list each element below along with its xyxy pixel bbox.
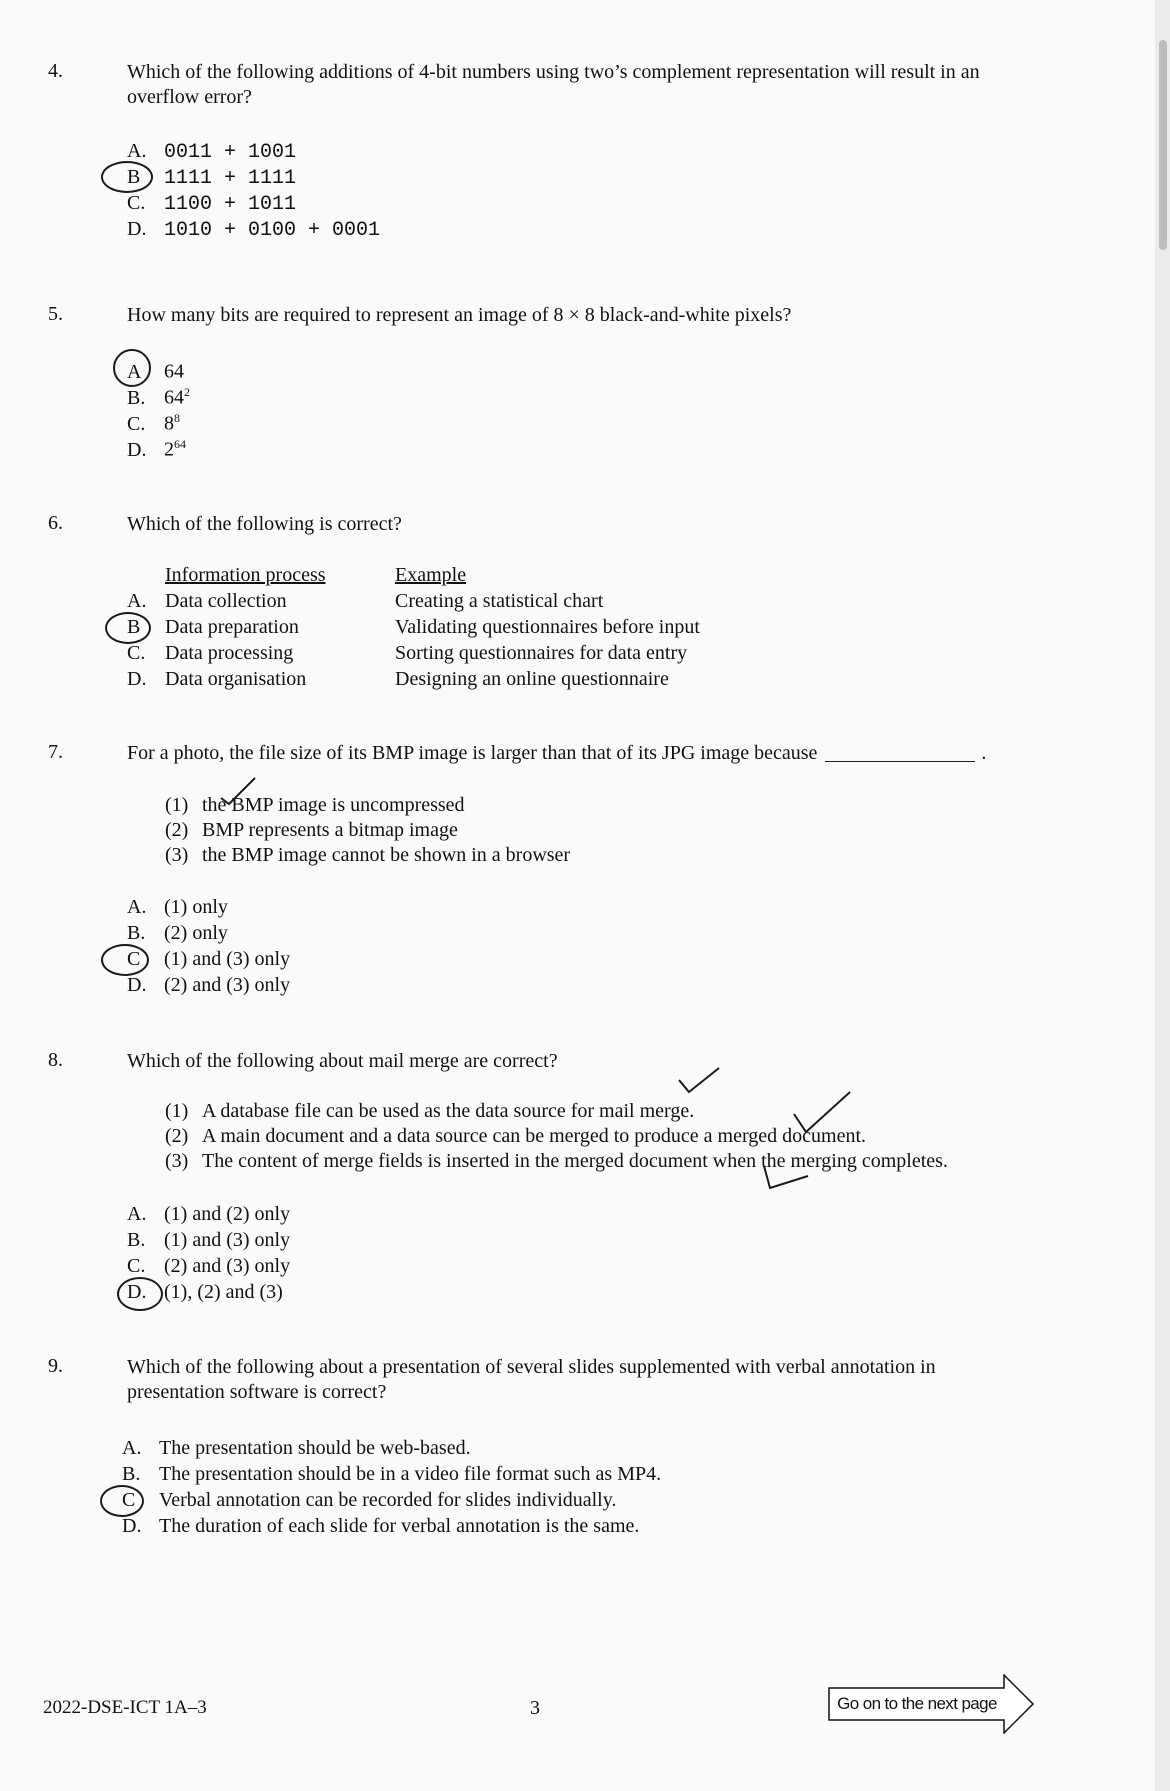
question-number: 9. — [48, 1355, 63, 1377]
question-stem — [127, 60, 1042, 110]
options-list — [127, 1201, 290, 1305]
statements-list — [165, 793, 570, 868]
question-number: 6. — [48, 512, 63, 534]
question-stem: Which of the following is correct? — [127, 513, 402, 535]
option-b[interactable]: B. (1) and (3) only — [127, 1229, 291, 1251]
question-number: 5. — [48, 303, 63, 325]
option-d[interactable]: D. (1), (2) and (3) — [127, 1279, 290, 1305]
column-header-process: Information process — [165, 564, 326, 586]
option-a[interactable]: A 64 — [127, 353, 190, 379]
option-a[interactable]: A. The presentation should be web-based. — [122, 1437, 471, 1459]
question-stem: For a photo, the file size of its BMP image is larger than that of its JPG image because . — [127, 742, 987, 764]
answer-blank — [825, 761, 975, 762]
stem-line: Which of the following about a presentation of several slides supplemented with verbal annotation in — [127, 1356, 936, 1378]
option-d[interactable]: D. Data organisation Designing an online questionnaire — [127, 668, 669, 690]
statement-2: (2) A main document and a data source can be merged to produce a merged document. — [165, 1125, 867, 1147]
next-page-label: Go on to the next page — [837, 1694, 997, 1713]
option-a[interactable]: A. (1) and (2) only — [127, 1203, 291, 1225]
answer-circle-mark — [117, 1277, 163, 1311]
question-number: 4. — [48, 60, 63, 82]
options-list — [127, 894, 290, 998]
statement-1: (1) A database file can be used as the data source for mail merge. — [165, 1100, 695, 1122]
option-b[interactable]: B. The presentation should be in a video file format such as MP4. — [122, 1463, 662, 1485]
option-b[interactable]: B Data preparation Validating questionnaires before input — [127, 614, 827, 640]
statement-2: (2) BMP represents a bitmap image — [165, 819, 458, 841]
option-c[interactable]: C (1) and (3) only — [127, 946, 290, 972]
option-c[interactable]: C. 1100 + 1011 — [127, 192, 297, 216]
option-b[interactable]: B 1111 + 1111 — [127, 164, 380, 190]
answer-circle-mark — [101, 161, 153, 193]
stem-line: overflow error? — [127, 86, 252, 108]
paper-code: 2022-DSE-ICT 1A–3 — [43, 1697, 207, 1718]
option-a[interactable]: A. 0011 + 1001 — [127, 140, 297, 164]
option-c[interactable]: C Verbal annotation can be recorded for slides individually. — [122, 1487, 661, 1513]
options-list — [122, 1435, 661, 1539]
option-c[interactable]: C. (2) and (3) only — [127, 1255, 291, 1277]
statements-list — [165, 1099, 948, 1174]
statement-3: (3) the BMP image cannot be shown in a browser — [165, 844, 571, 866]
option-a[interactable]: A. Data collection Creating a statistical chart — [127, 590, 604, 612]
page-number: 3 — [530, 1697, 540, 1719]
option-d[interactable]: D. The duration of each slide for verbal annotation is the same. — [122, 1515, 640, 1537]
options-list — [127, 353, 190, 461]
question-number: 7. — [48, 741, 63, 763]
vertical-scrollbar[interactable] — [1155, 0, 1170, 1791]
table-header — [127, 562, 827, 588]
option-a[interactable]: A. (1) only — [127, 896, 228, 918]
scrollbar-thumb[interactable] — [1159, 40, 1167, 250]
option-b[interactable]: B. (2) only — [127, 922, 228, 944]
option-c[interactable]: C. $8^8$ — [127, 411, 180, 435]
option-d[interactable]: D. $2^{64}$ — [127, 437, 186, 461]
statement-1: (1) the BMP image is uncompressed — [165, 794, 465, 816]
option-b[interactable]: B. $64^2$ — [127, 385, 190, 409]
question-stem — [127, 1355, 1042, 1405]
option-c[interactable]: C. Data processing Sorting questionnaires for data entry — [127, 642, 688, 664]
question-stem: How many bits are required to represent an image of 8 × 8 black-and-white pixels? — [127, 304, 792, 326]
stem-line: presentation software is correct? — [127, 1381, 387, 1403]
options-list — [127, 138, 380, 242]
statement-3: (3) The content of merge fields is inserted in the merged document when the merging completes. — [165, 1150, 948, 1172]
question-number: 8. — [48, 1049, 63, 1071]
options-table — [127, 562, 827, 692]
column-header-example: Example — [395, 564, 467, 586]
option-d[interactable]: D. 1010 + 0100 + 0001 — [127, 218, 381, 242]
option-d[interactable]: D. (2) and (3) only — [127, 974, 291, 996]
question-stem: Which of the following about mail merge are correct? — [127, 1050, 558, 1072]
stem-line: Which of the following additions of 4-bit numbers using two’s complement representation will result in an — [127, 61, 980, 83]
